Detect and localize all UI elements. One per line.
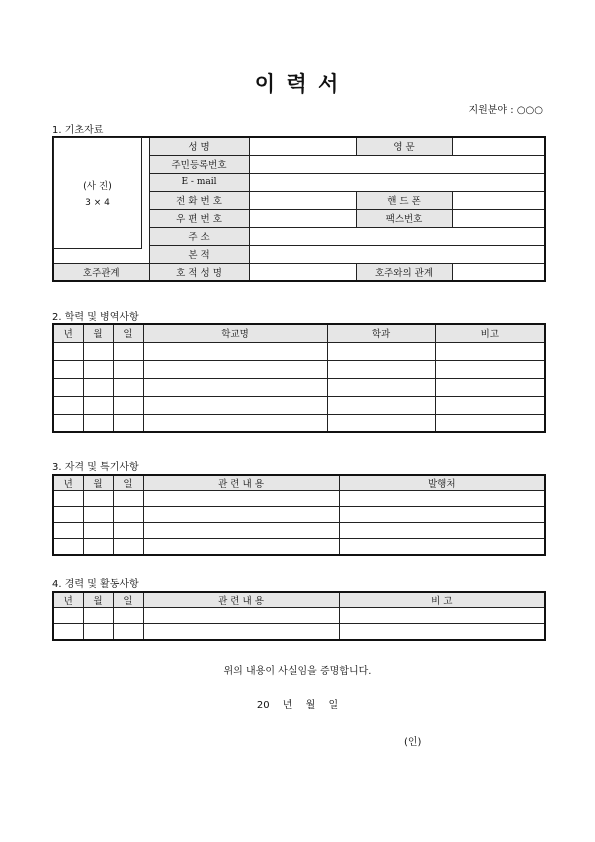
section-3-heading: 3. 자격 및 특기사항	[52, 462, 139, 473]
resident-number-label: 주민등록번호	[149, 155, 249, 173]
col-content: 관 련 내 용	[143, 592, 339, 608]
email-value[interactable]	[249, 173, 545, 191]
col-year: 년	[53, 475, 83, 491]
address-value[interactable]	[249, 227, 545, 245]
mobile-value[interactable]	[452, 191, 545, 209]
mobile-label: 핸 드 폰	[356, 191, 452, 209]
section-4-heading: 4. 경력 및 활동사항	[52, 579, 139, 590]
email-label: E - mail	[149, 173, 249, 191]
address-label: 주 소	[149, 227, 249, 245]
name-label: 성 명	[149, 137, 249, 155]
col-month: 월	[83, 475, 113, 491]
col-note: 비 고	[339, 592, 545, 608]
head-relation-value[interactable]	[452, 263, 545, 281]
origin-label: 본 적	[149, 245, 249, 263]
col-issuer: 발행처	[339, 475, 545, 491]
col-day: 일	[113, 592, 143, 608]
col-day: 일	[113, 475, 143, 491]
table-row	[53, 523, 545, 539]
postal-code-label: 우 편 번 호	[149, 209, 249, 227]
career-table	[52, 591, 546, 641]
col-month: 월	[83, 592, 113, 608]
family-head-name-label: 호 적 성 명	[149, 263, 249, 281]
document-title: 이 력 서	[254, 72, 341, 96]
col-school: 학교명	[143, 324, 327, 342]
col-day: 일	[113, 324, 143, 342]
col-year: 년	[53, 324, 83, 342]
table-row	[53, 507, 545, 523]
photo-label: (사 진)	[83, 181, 112, 192]
phone-label: 전 화 번 호	[149, 191, 249, 209]
table-row	[53, 360, 545, 378]
table-row	[53, 624, 545, 640]
qualification-table	[52, 474, 546, 556]
table-row	[53, 414, 545, 432]
certification-statement: 위의 내용이 사실임을 증명합니다.	[223, 666, 372, 677]
table-row	[53, 491, 545, 507]
english-name-label: 영 문	[356, 137, 452, 155]
table-row	[53, 396, 545, 414]
family-relation-label: 호주관계	[53, 263, 149, 281]
education-table	[52, 323, 546, 433]
fax-label: 팩스번호	[356, 209, 452, 227]
english-name-value[interactable]	[452, 137, 545, 155]
postal-code-value[interactable]	[249, 209, 356, 227]
date-line: 20 년 월 일	[256, 700, 339, 711]
family-head-name-value[interactable]	[249, 263, 356, 281]
table-row	[53, 539, 545, 555]
photo-size-label: 3 × 4	[85, 198, 110, 208]
col-year: 년	[53, 592, 83, 608]
table-row	[53, 608, 545, 624]
col-major: 학과	[327, 324, 435, 342]
phone-value[interactable]	[249, 191, 356, 209]
head-relation-label: 호주와의 관계	[356, 263, 452, 281]
photo-box	[53, 137, 142, 249]
col-content: 관 련 내 용	[143, 475, 339, 491]
table-row	[53, 342, 545, 360]
section-2-heading: 2. 학력 및 병역사항	[52, 312, 139, 323]
origin-value[interactable]	[249, 245, 545, 263]
col-note: 비고	[435, 324, 545, 342]
col-month: 월	[83, 324, 113, 342]
section-1-heading: 1. 기초자료	[52, 125, 104, 136]
table-row	[53, 378, 545, 396]
fax-value[interactable]	[452, 209, 545, 227]
resident-number-value[interactable]	[249, 155, 545, 173]
seal-mark: (인)	[404, 737, 422, 748]
application-field: 지원분야 : ○○○	[468, 105, 543, 116]
name-value[interactable]	[249, 137, 356, 155]
